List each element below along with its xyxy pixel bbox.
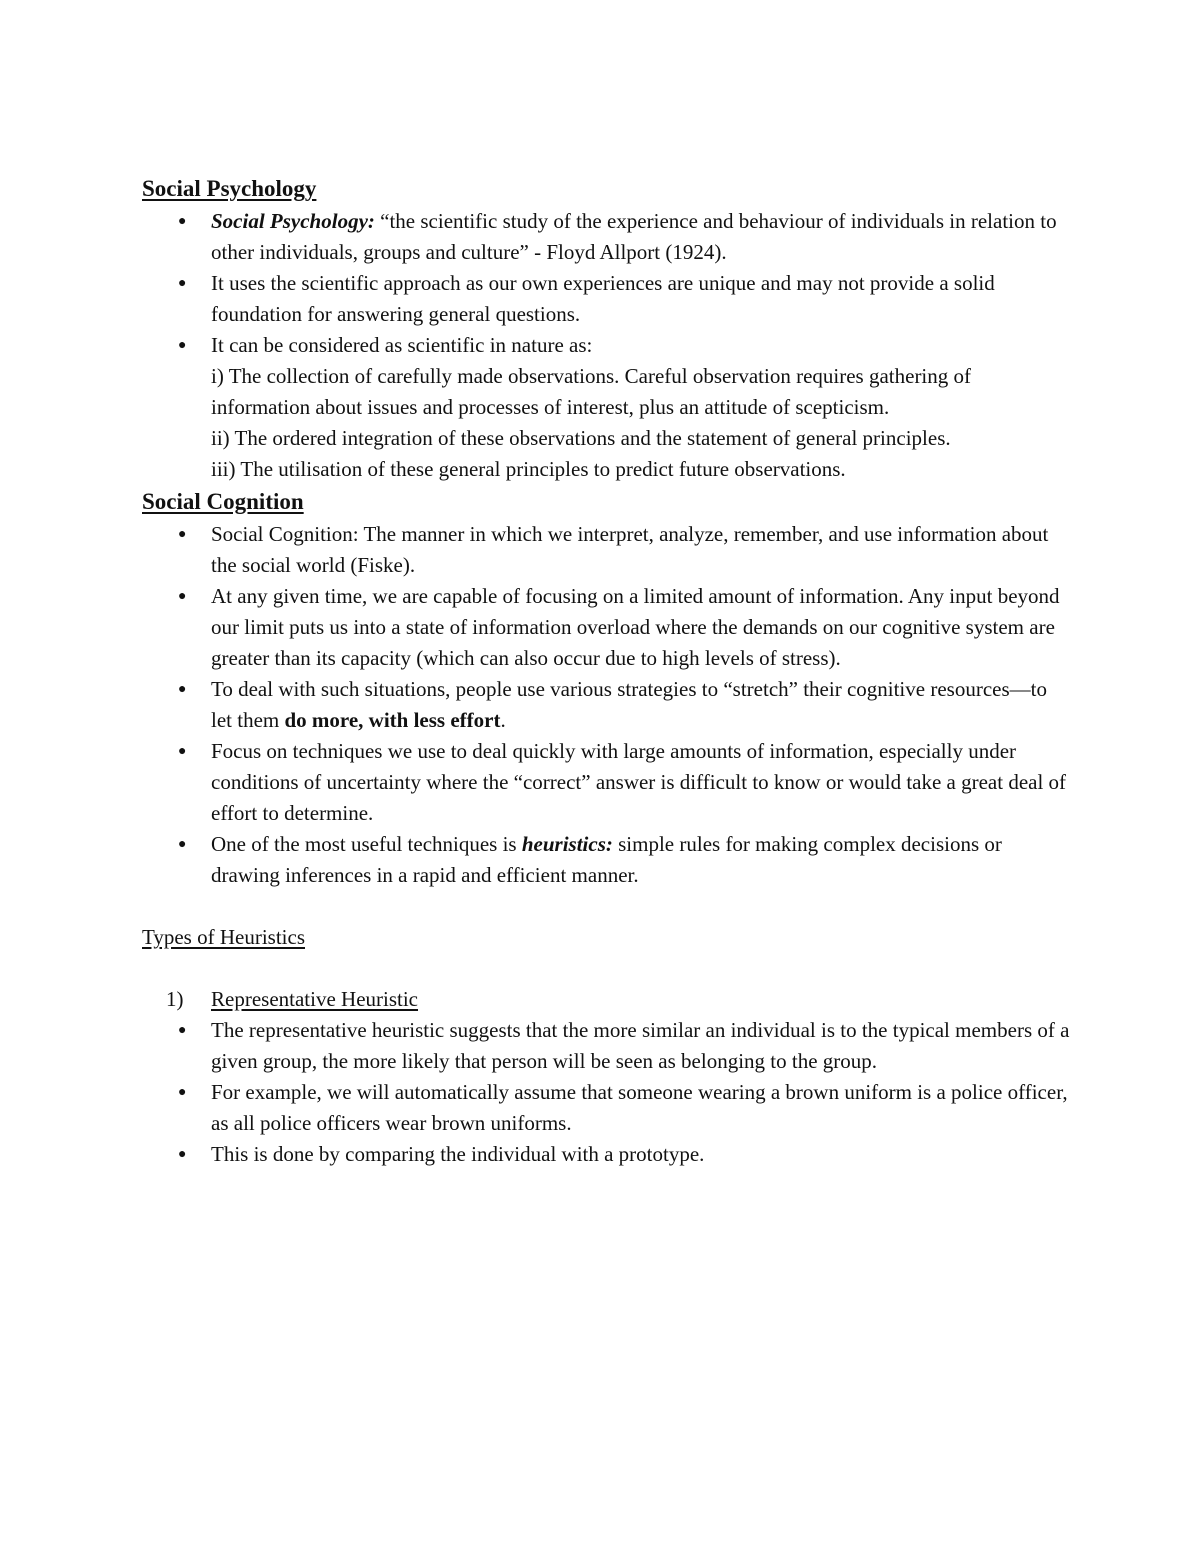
bullet-icon: ●	[178, 276, 187, 291]
bullet-icon: ●	[178, 1085, 187, 1100]
list-item-text: It uses the scientific approach as our own experiences are unique and may not provide a solid foundation for answering general questions.	[211, 271, 995, 326]
emphasis-text: do more, with less effort	[284, 708, 501, 732]
list-item	[178, 206, 1072, 268]
list-item	[178, 268, 1072, 330]
sub-point-i: i) The collection of carefully made observations. Careful observation requires gathering of information about issues and processes of interest, plus an attitude of scepticism.	[211, 364, 972, 419]
sub-point-iii: iii) The utilisation of these general principles to predict future observations.	[211, 457, 846, 481]
sub-point-ii: ii) The ordered integration of these observations and the statement of general principles.	[211, 426, 951, 450]
definition-text: “the scientific study of the experience and behaviour of individuals in relation to other individuals, groups and culture” - Floyd Allport (1924).	[211, 209, 1057, 264]
list-item-text-end: .	[500, 708, 506, 732]
social-cognition-list	[142, 519, 1072, 891]
bullet-icon: ●	[178, 527, 187, 542]
list-item	[178, 1139, 1072, 1170]
list-item-text-end: simple rules for making complex decisions or drawing inferences in a rapid and efficient manner.	[211, 832, 1002, 887]
list-item	[178, 736, 1072, 829]
bullet-icon: ●	[178, 1147, 187, 1162]
list-item-text: To deal with such situations, people use various strategies to “stretch” their cognitive resources—to let them	[211, 677, 1047, 732]
list-item	[178, 581, 1072, 674]
term-heuristics: heuristics:	[521, 832, 613, 856]
document-body	[142, 172, 1072, 1170]
bullet-icon: ●	[178, 338, 187, 353]
list-item-text: One of the most useful techniques is	[211, 832, 522, 856]
bullet-icon: ●	[178, 589, 187, 604]
social-psychology-list	[142, 206, 1072, 485]
representative-heuristic-heading: Representative Heuristic	[211, 987, 419, 1011]
section-title-social-psychology: Social Psychology	[142, 176, 317, 201]
section-title-social-cognition: Social Cognition	[142, 489, 304, 514]
term-social-psychology: Social Psychology:	[211, 209, 375, 233]
list-item-text: It can be considered as scientific in nature as:	[211, 333, 593, 357]
bullet-icon: ●	[178, 682, 187, 697]
list-item	[178, 1015, 1072, 1077]
list-item-text: For example, we will automatically assume that someone wearing a brown uniform is a police officer, as all police officers wear brown uniforms.	[211, 1080, 1068, 1135]
list-item	[178, 519, 1072, 581]
number-marker: 1)	[166, 987, 184, 1011]
list-item-text: Social Cognition: The manner in which we interpret, analyze, remember, and use information about the social world (Fiske).	[211, 522, 1049, 577]
list-item-text: Focus on techniques we use to deal quickly with large amounts of information, especially under conditions of uncertainty where the “correct” answer is difficult to know or would take a great deal of effort to determine.	[211, 739, 1067, 825]
list-item-text: This is done by comparing the individual with a prototype.	[211, 1142, 705, 1166]
bullet-icon: ●	[178, 214, 187, 229]
list-item-text: At any given time, we are capable of focusing on a limited amount of information. Any input beyond our limit puts us into a state of information overload where the demands on our cognitive system are greater than its capacity (which can also occur due to high levels of stress).	[211, 584, 1060, 670]
representative-heuristic-list	[142, 1015, 1072, 1170]
types-of-heuristics-heading: Types of Heuristics	[142, 925, 305, 949]
bullet-icon: ●	[178, 837, 187, 852]
bullet-icon: ●	[178, 1023, 187, 1038]
list-item	[178, 829, 1072, 891]
bullet-icon: ●	[178, 744, 187, 759]
list-item-text: The representative heuristic suggests that the more similar an individual is to the typical members of a given group, the more likely that person will be seen as belonging to the group.	[211, 1018, 1070, 1073]
list-item	[178, 330, 1072, 485]
list-item	[178, 674, 1072, 736]
list-item	[178, 1077, 1072, 1139]
numbered-item-representative	[142, 984, 1072, 1015]
